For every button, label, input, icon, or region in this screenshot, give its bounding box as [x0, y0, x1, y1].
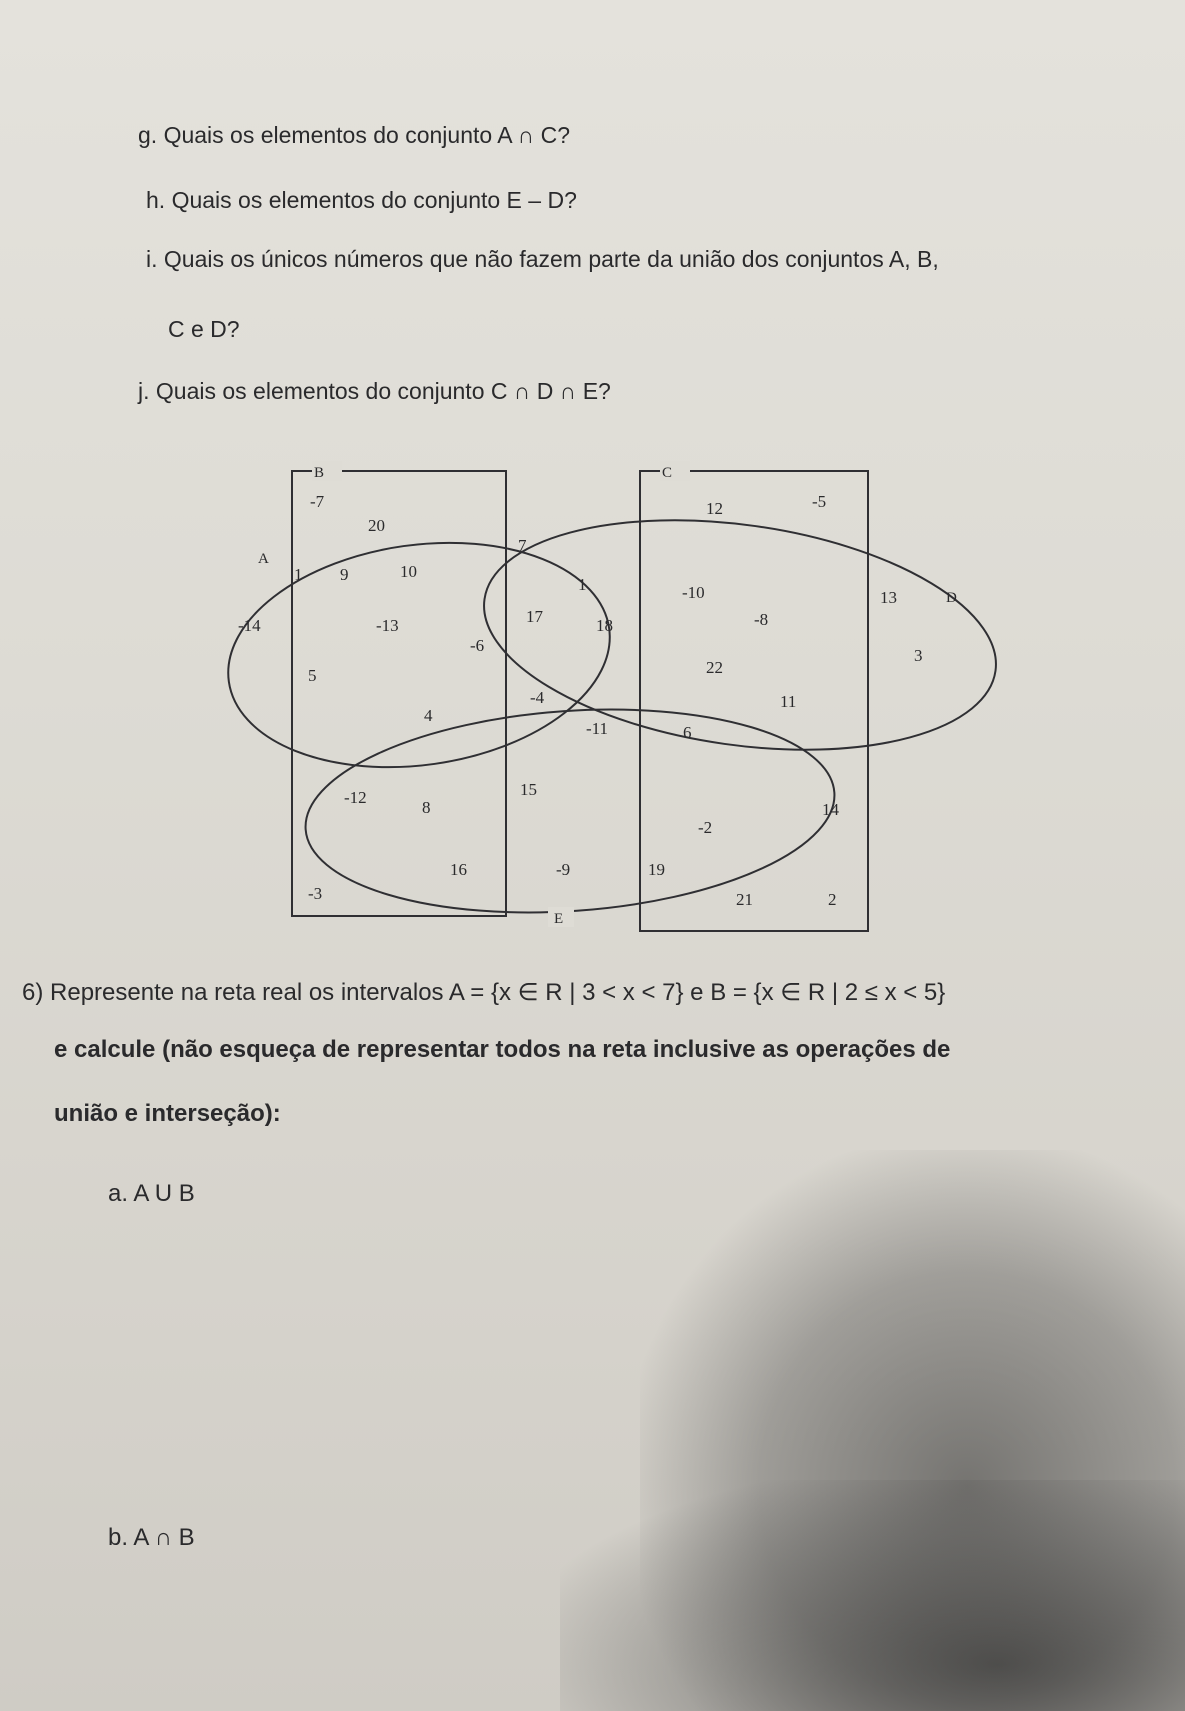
- number-n33: 19: [648, 860, 665, 879]
- number-n28: 15: [520, 780, 537, 799]
- set-b-rectangle: [292, 471, 506, 916]
- number-n19: -5: [812, 492, 827, 511]
- exercise6-line3: união e interseção):: [54, 1100, 281, 1127]
- number-n14: -4: [530, 688, 545, 707]
- number-n10: 17: [526, 607, 543, 626]
- number-n6: 10: [400, 562, 417, 581]
- label-e: E: [554, 911, 564, 927]
- label-c: C: [662, 465, 673, 481]
- number-n29: 14: [822, 800, 839, 819]
- number-n32: -9: [556, 860, 571, 879]
- number-n2: 20: [368, 516, 385, 535]
- number-n15: 4: [424, 706, 433, 725]
- exercise6-line1: 6) Represente na reta real os intervalos A = {x ∈ R | 3 < x < 7} e B = {x ∈ R | 2 ≤ x < 5}: [22, 979, 946, 1006]
- label-d: D: [946, 590, 957, 606]
- question-i-line2: C e D?: [168, 316, 240, 342]
- question-h: h. Quais os elementos do conjunto E – D?: [146, 187, 577, 213]
- label-a: A: [258, 551, 269, 567]
- set-a-ellipse: [214, 519, 625, 790]
- number-n13: 5: [308, 666, 317, 685]
- number-n34: -3: [308, 884, 323, 903]
- number-n1: -7: [310, 492, 325, 511]
- number-n9: -13: [376, 616, 399, 635]
- label-b: B: [314, 465, 325, 481]
- question-g: g. Quais os elementos do conjunto A ∩ C?: [138, 122, 571, 148]
- set-e-ellipse: [299, 693, 842, 929]
- number-n30: -2: [698, 818, 713, 837]
- number-n23: 3: [914, 646, 923, 665]
- question-j: j. Quais os elementos do conjunto C ∩ D ∩ E?: [138, 378, 611, 404]
- number-n18: 12: [706, 499, 723, 518]
- number-n21: 13: [880, 588, 897, 607]
- number-n16: -11: [586, 719, 609, 738]
- exercise6-item-a: a. A U B: [108, 1180, 195, 1207]
- number-n20: -10: [682, 583, 705, 602]
- number-n31: 16: [450, 860, 467, 879]
- set-c-rectangle: [640, 471, 868, 931]
- number-n22: -8: [754, 610, 769, 629]
- number-n5: 9: [340, 565, 349, 584]
- number-n4: 1: [294, 565, 303, 584]
- number-n17: 6: [683, 723, 692, 742]
- number-n8: -14: [238, 616, 261, 635]
- number-n7: 1: [578, 575, 587, 594]
- number-n24: 22: [706, 658, 723, 677]
- exercise6-item-b: b. A ∩ B: [108, 1524, 195, 1551]
- question-i-line1: i. Quais os únicos números que não fazem parte da união dos conjuntos A, B,: [146, 246, 939, 272]
- set-d-ellipse: [469, 490, 1000, 780]
- number-n36: 2: [828, 890, 837, 909]
- exercise6-line2: e calcule (não esqueça de representar todos na reta inclusive as operações de: [54, 1036, 951, 1063]
- venn-diagram: [200, 455, 1000, 935]
- number-n27: 8: [422, 798, 431, 817]
- number-n12: -6: [470, 636, 485, 655]
- number-n35: 21: [736, 890, 753, 909]
- number-n26: -12: [344, 788, 367, 807]
- number-n11: 18: [596, 616, 613, 635]
- number-n25: 11: [780, 692, 797, 711]
- number-n3: 7: [518, 536, 527, 555]
